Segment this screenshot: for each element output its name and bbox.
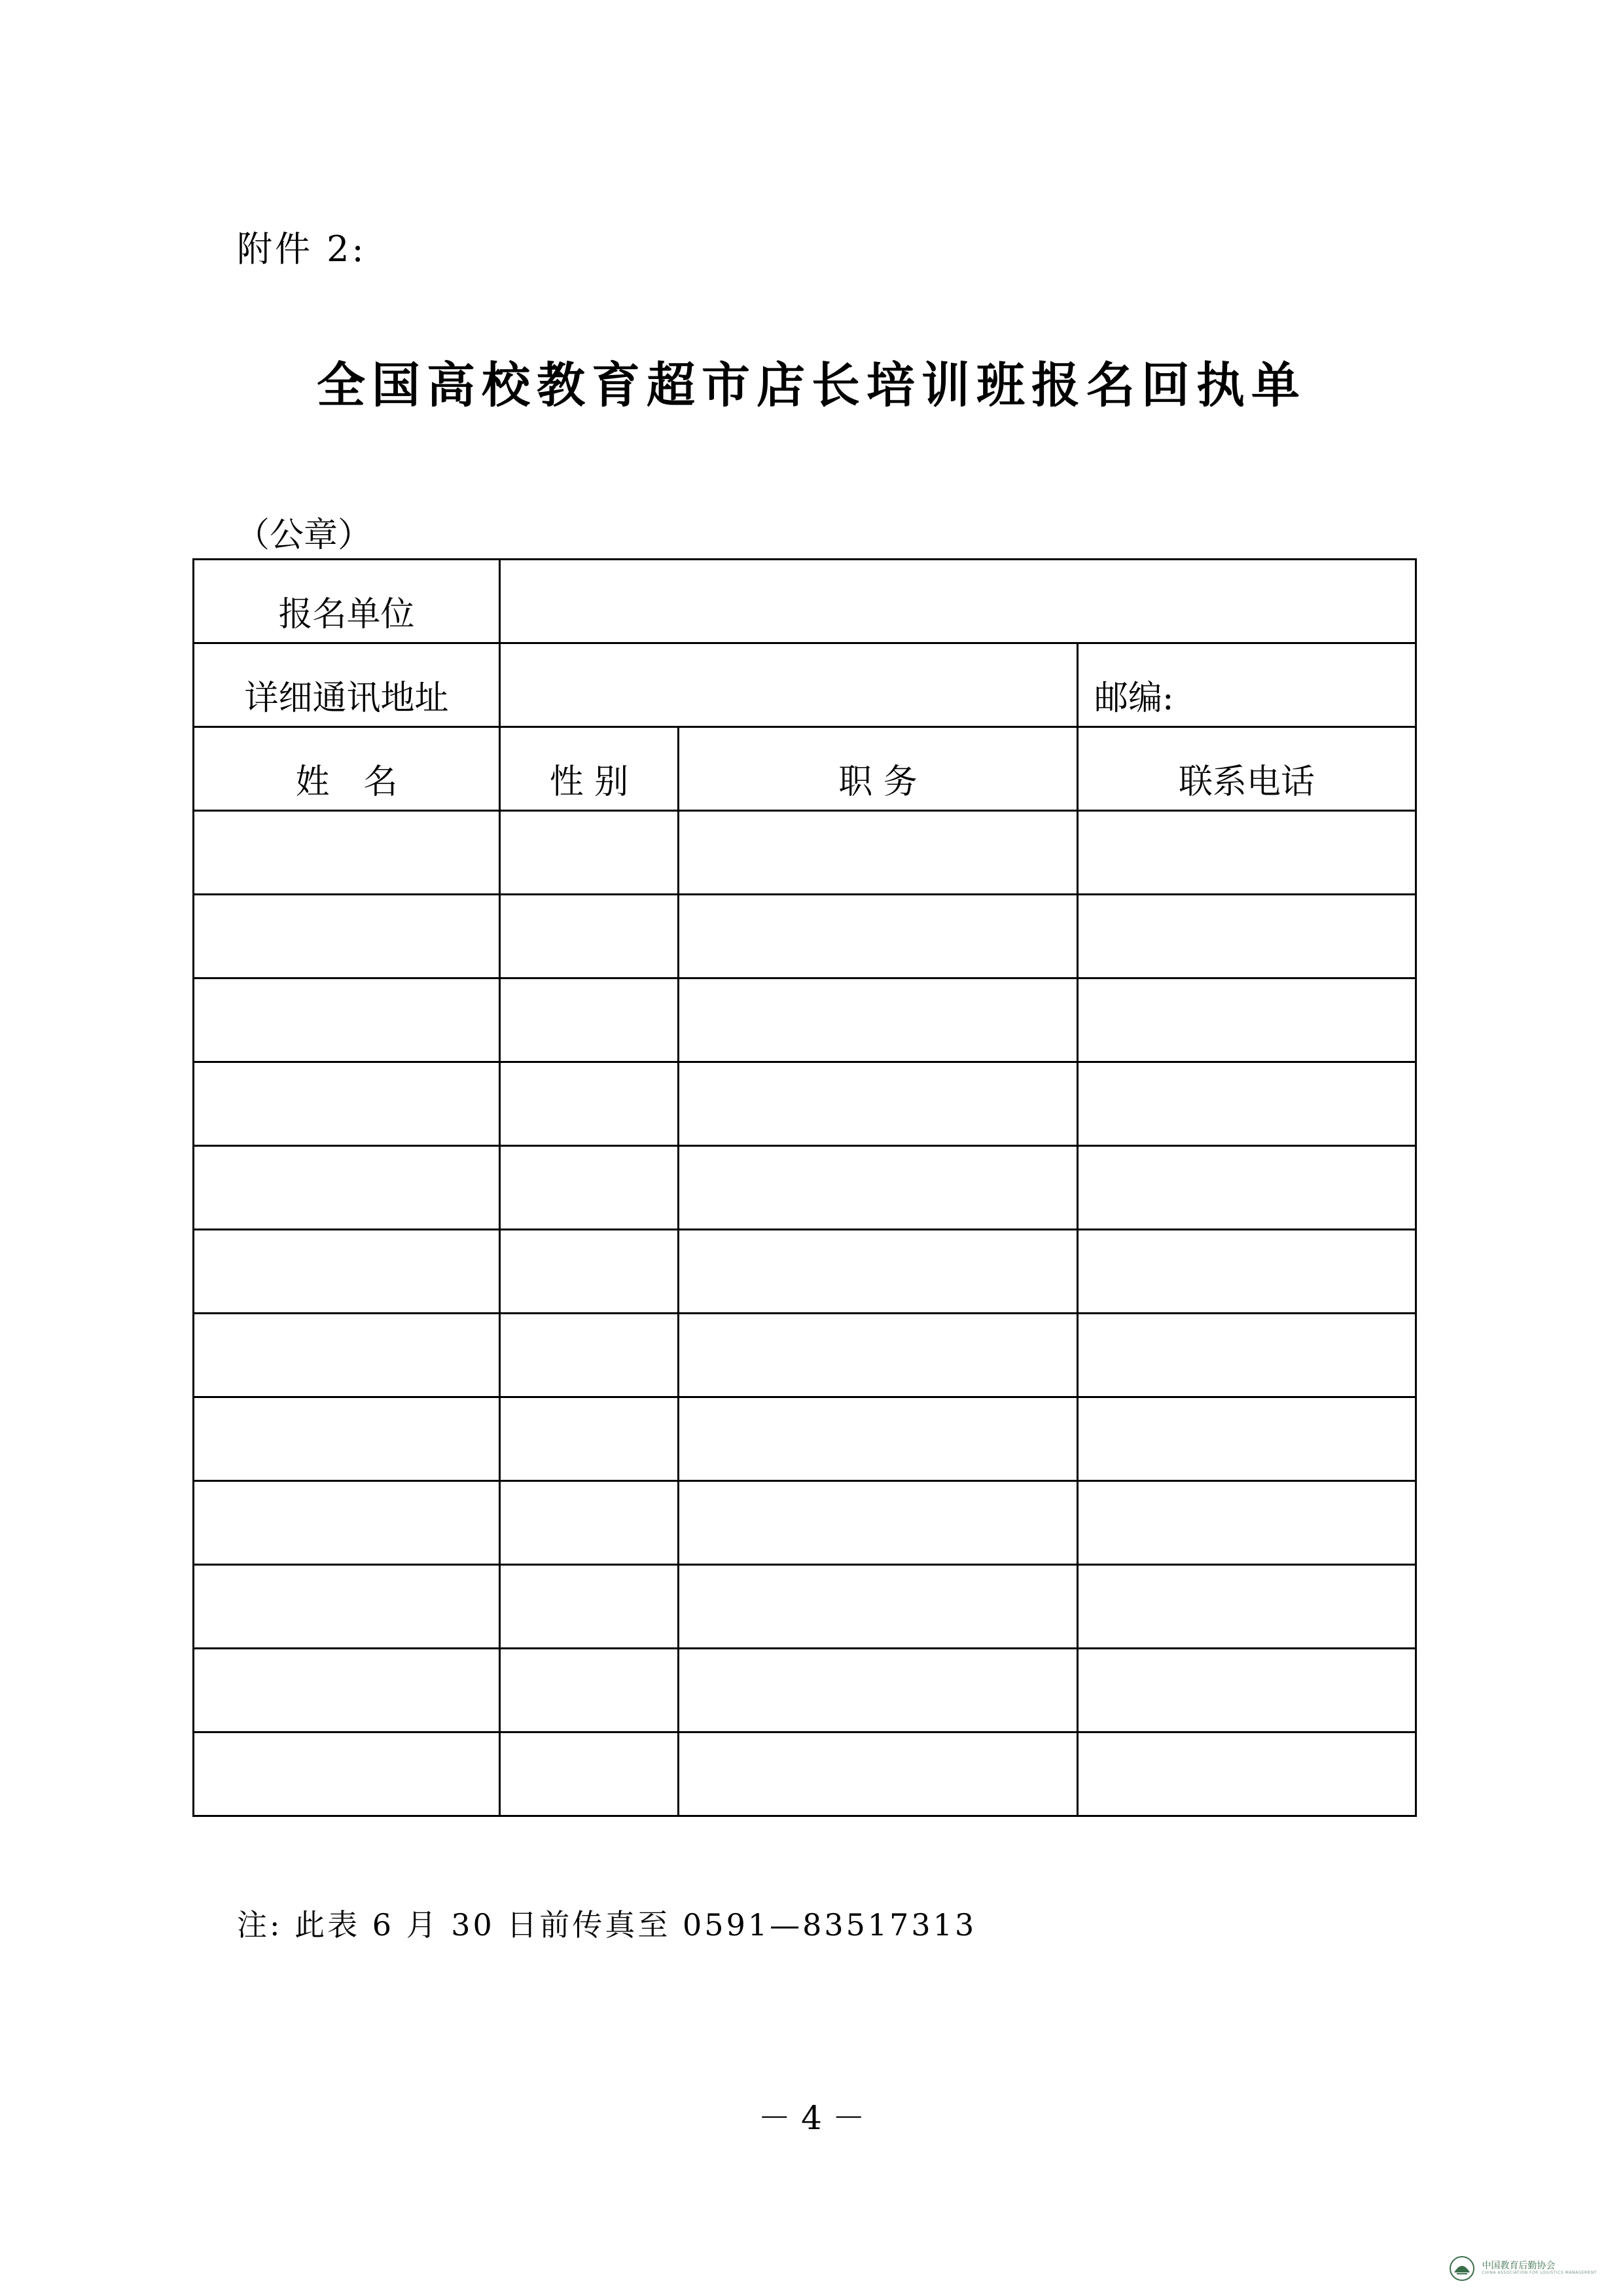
gender-cell[interactable]	[500, 1397, 679, 1481]
name-cell[interactable]	[194, 1565, 500, 1649]
phone-cell[interactable]	[1078, 1146, 1416, 1230]
column-header-gender: 性 别	[500, 727, 679, 811]
attachment-label: 附件 2:	[237, 228, 366, 270]
phone-cell[interactable]	[1078, 1397, 1416, 1481]
gender-cell[interactable]	[500, 895, 679, 978]
phone-cell[interactable]	[1078, 1314, 1416, 1397]
position-cell[interactable]	[679, 811, 1078, 895]
gender-cell[interactable]	[500, 1314, 679, 1397]
address-row	[194, 643, 1416, 727]
association-name: 中国教育后勤协会	[1482, 2261, 1556, 2271]
table-row	[194, 811, 1416, 895]
gender-cell[interactable]	[500, 1649, 679, 1732]
table-row	[194, 1481, 1416, 1565]
table-row	[194, 978, 1416, 1062]
name-cell[interactable]	[194, 1230, 500, 1314]
position-cell[interactable]	[679, 1565, 1078, 1649]
gender-cell[interactable]	[500, 1565, 679, 1649]
table-row	[194, 895, 1416, 978]
name-cell[interactable]	[194, 1397, 500, 1481]
address-label: 详细通讯地址	[194, 643, 500, 727]
position-cell[interactable]	[679, 978, 1078, 1062]
gender-cell[interactable]	[500, 978, 679, 1062]
table-row	[194, 1565, 1416, 1649]
column-header-phone: 联系电话	[1078, 727, 1416, 811]
table-row	[194, 1732, 1416, 1816]
table-row	[194, 1649, 1416, 1732]
name-cell[interactable]	[194, 1481, 500, 1565]
phone-cell[interactable]	[1078, 1481, 1416, 1565]
phone-cell[interactable]	[1078, 1732, 1416, 1816]
page-number: － 4 －	[758, 2099, 865, 2137]
postcode-field[interactable]: 邮编:	[1078, 643, 1416, 727]
position-cell[interactable]	[679, 1146, 1078, 1230]
fax-note: 注: 此表 6 月 30 日前传真至 0591—83517313	[237, 1907, 977, 1943]
page-title: 全国高校教育超市店长培训班报名回执单	[317, 357, 1306, 414]
position-cell[interactable]	[679, 1314, 1078, 1397]
column-header-name: 姓 名	[194, 727, 500, 811]
gender-cell[interactable]	[500, 1146, 679, 1230]
name-cell[interactable]	[194, 1146, 500, 1230]
address-field[interactable]	[500, 643, 1078, 727]
name-cell[interactable]	[194, 1062, 500, 1146]
gender-cell[interactable]	[500, 1732, 679, 1816]
phone-cell[interactable]	[1078, 1062, 1416, 1146]
phone-cell[interactable]	[1078, 895, 1416, 978]
phone-cell[interactable]	[1078, 811, 1416, 895]
position-cell[interactable]	[679, 895, 1078, 978]
phone-cell[interactable]	[1078, 1230, 1416, 1314]
table-row	[194, 1397, 1416, 1481]
phone-cell[interactable]	[1078, 1649, 1416, 1732]
phone-cell[interactable]	[1078, 978, 1416, 1062]
unit-row	[194, 560, 1416, 643]
registration-form-table	[192, 558, 1417, 1817]
position-cell[interactable]	[679, 1481, 1078, 1565]
association-subtitle: CHINA ASSOCIATION FOR LOGISTICS MANAGEMENT	[1482, 2270, 1597, 2276]
position-cell[interactable]	[679, 1649, 1078, 1732]
name-cell[interactable]	[194, 1649, 500, 1732]
name-cell[interactable]	[194, 1732, 500, 1816]
unit-label: 报名单位	[194, 560, 500, 643]
table-row	[194, 1146, 1416, 1230]
gender-cell[interactable]	[500, 811, 679, 895]
table-row	[194, 1062, 1416, 1146]
association-logo	[1449, 2255, 1597, 2282]
name-cell[interactable]	[194, 1314, 500, 1397]
association-logo-text	[1482, 2261, 1597, 2276]
gender-cell[interactable]	[500, 1481, 679, 1565]
seal-label: （公章）	[236, 516, 372, 555]
position-cell[interactable]	[679, 1230, 1078, 1314]
column-header-position: 职 务	[679, 727, 1078, 811]
gender-cell[interactable]	[500, 1062, 679, 1146]
name-cell[interactable]	[194, 978, 500, 1062]
table-header-row	[194, 727, 1416, 811]
position-cell[interactable]	[679, 1732, 1078, 1816]
position-cell[interactable]	[679, 1062, 1078, 1146]
table-row	[194, 1314, 1416, 1397]
position-cell[interactable]	[679, 1397, 1078, 1481]
association-logo-icon	[1449, 2255, 1475, 2282]
table-row	[194, 1230, 1416, 1314]
gender-cell[interactable]	[500, 1230, 679, 1314]
name-cell[interactable]	[194, 895, 500, 978]
unit-field[interactable]	[500, 560, 1416, 643]
phone-cell[interactable]	[1078, 1565, 1416, 1649]
name-cell[interactable]	[194, 811, 500, 895]
